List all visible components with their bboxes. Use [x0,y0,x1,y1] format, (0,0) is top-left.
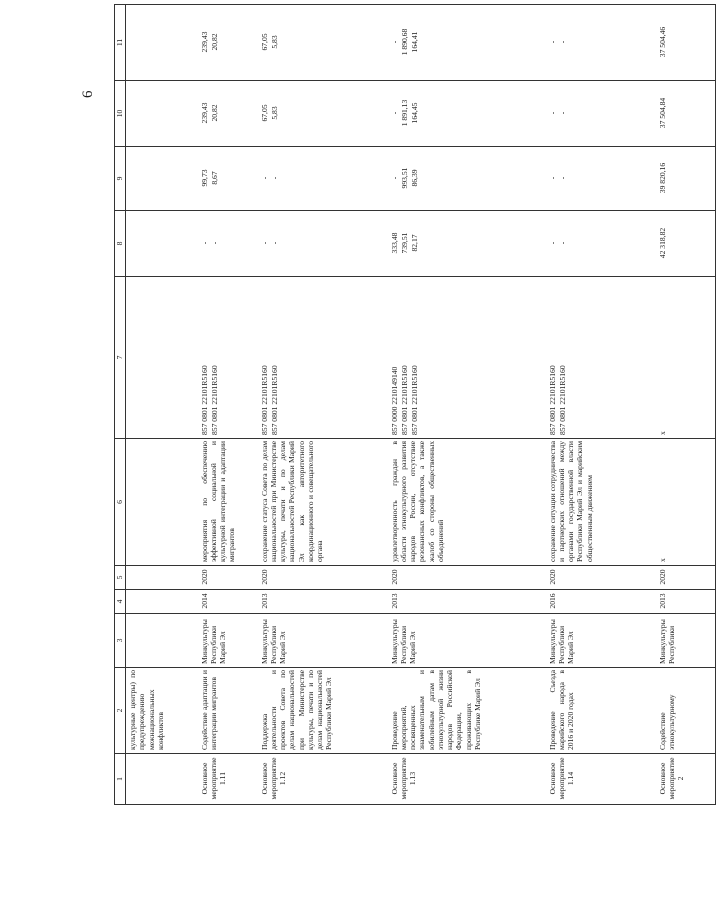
cell-value: 37 504,46 [657,26,667,58]
cell-value: - [547,111,557,115]
cell-value: - [557,176,567,180]
cell-col5: 2020 [656,566,716,590]
cell-value [128,213,138,273]
cell-col10 [258,81,388,147]
cell-value [128,83,138,143]
cell-col8 [126,211,198,277]
cell-value: 857 0801 22101R5160 [557,365,567,435]
cell-value: - [547,176,557,180]
cell-value: 164,41 [409,31,419,53]
cell-col10 [198,81,258,147]
cell-value: х [657,431,667,435]
cell-col7 [126,277,198,439]
cell-value: - [199,241,209,245]
cell-col10 [546,81,656,147]
cell-value [128,149,138,207]
column-header-7: 7 [115,277,126,439]
cell-value: - [269,176,279,180]
header-row [115,5,126,805]
cell-col3: Минкультуры Республики Марий Эл [258,614,388,668]
table-row [126,5,198,805]
cell-value [138,7,148,77]
table-row [656,5,716,805]
cell-value: - [389,111,399,115]
cell-value: 239,43 [199,31,209,53]
cell-value [138,83,148,143]
cell-value: 39 820,16 [657,162,667,194]
cell-value: 67,05 [259,33,269,51]
column-header-1: 1 [115,754,126,805]
cell-value: 857 0801 22101R5160 [209,365,219,435]
cell-col11 [198,5,258,81]
column-header-4: 4 [115,590,126,614]
cell-col2: Содействие этнокультурному [656,668,716,754]
cell-col8 [258,211,388,277]
cell-col8 [198,211,258,277]
cell-col3: Минкультуры Республики Марий Эл [198,614,258,668]
cell-value: 1 890,68 [399,28,409,56]
cell-value: 857 0801 22101R5160 [409,365,419,435]
cell-col9 [656,147,716,211]
column-header-2: 2 [115,668,126,754]
cell-col4: 2013 [388,590,546,614]
cell-col6: сохранение ситуации сотрудничества и партнерских отношений между органами государственной власти Республики Марий Эл и марийским общественным движением [546,439,656,566]
cell-value [138,279,148,435]
cell-col9 [388,147,546,211]
column-header-8: 8 [115,211,126,277]
column-header-11: 11 [115,5,126,81]
cell-col6: х [656,439,716,566]
column-header-5: 5 [115,566,126,590]
cell-value: 5,83 [269,35,279,49]
cell-col11 [126,5,198,81]
cell-col8 [546,211,656,277]
cell-col4: 2013 [656,590,716,614]
cell-col6: сохранение статуса Совета по делам национальностей при Министерстве культуры, печати и по делам национальностей Республики Марий Эл как авторитетного координационного и совещательного органа [258,439,388,566]
cell-col2: Содействие адаптации и интеграции мигрантов [198,668,258,754]
cell-value: 239,43 [199,102,209,124]
cell-value: - [259,241,269,245]
cell-value: 739,51 [399,232,409,254]
cell-col2: Поддержка деятельности и проектов Совета по делам национальностей при Министерстве культуры, печати и по делам национальностей Республики Марий Эл [258,668,388,754]
cell-value: 857 0801 22101R5160 [269,365,279,435]
table-row [258,5,388,805]
cell-col11 [388,5,546,81]
cell-col2: Проведение Съезда марийского народа в 2016 и 2020 годах [546,668,656,754]
cell-col7 [656,277,716,439]
cell-col5: 2020 [258,566,388,590]
cell-col7 [388,277,546,439]
cell-value: 67,05 [259,104,269,122]
cell-col11 [546,5,656,81]
cell-col10 [126,81,198,147]
cell-col4: 2016 [546,590,656,614]
cell-value: 86,39 [409,169,419,187]
cell-col3: Минкультуры Республики [656,614,716,668]
cell-col10 [656,81,716,147]
cell-col10 [388,81,546,147]
cell-value: 164,45 [409,102,419,124]
cell-col11 [656,5,716,81]
cell-col2: культурные центры) по предупреждению межнациональных конфликтов [126,668,198,754]
cell-value: 993,51 [399,167,409,189]
cell-col3 [126,614,198,668]
cell-value [128,279,138,435]
cell-col9 [546,147,656,211]
cell-value: - [557,40,567,44]
cell-col1: Основное мероприятие 1.14 [546,754,656,805]
cell-value: 857 0801 22101R5160 [399,365,409,435]
page-number: 6 [80,90,96,98]
cell-value: 857 0801 22101R5160 [259,365,269,435]
cell-col1 [126,754,198,805]
cell-value: 42 318,82 [657,227,667,259]
cell-col1: Основное мероприятие 2 [656,754,716,805]
cell-col4 [126,590,198,614]
cell-col9 [198,147,258,211]
cell-col9 [258,147,388,211]
cell-value: - [209,241,219,245]
cell-col1: Основное мероприятие 1.13 [388,754,546,805]
cell-col7 [198,277,258,439]
cell-value: 5,83 [269,106,279,120]
cell-value [138,213,148,273]
cell-col4: 2014 [198,590,258,614]
cell-value: - [547,241,557,245]
cell-value: 1 891,13 [399,99,409,127]
cell-value: 857 0801 22101R5160 [547,365,557,435]
cell-value: 8,67 [209,171,219,185]
cell-col2: Проведение мероприятий, посвященных знаменательным и юбилейным датам в этнокультурной жизни народов Российской Федерации, проживающих в Республике Марий Эл [388,668,546,754]
cell-col11 [258,5,388,81]
cell-value: - [557,241,567,245]
cell-col6: удовлетворенность граждан в области этнокультурного развития народов России, отсутствие резонансных конфликтов, а также жалоб со стороны общественных объединений [388,439,546,566]
cell-col4: 2013 [258,590,388,614]
cell-value: - [389,40,399,44]
cell-col3: Минкультуры Республики Марий Эл [546,614,656,668]
cell-value: 20,82 [209,33,219,51]
cell-col9 [126,147,198,211]
column-header-9: 9 [115,147,126,211]
cell-col1: Основное мероприятие 1.12 [258,754,388,805]
cell-value: 857 0000 2210149140 [389,366,399,435]
cell-value [128,7,138,77]
cell-col7 [546,277,656,439]
cell-col1: Основное мероприятие 1.11 [198,754,258,805]
cell-value: 333,48 [389,232,399,254]
program-table [114,4,716,805]
cell-value: - [547,40,557,44]
table-row [388,5,546,805]
cell-col5 [126,566,198,590]
cell-value: 82,17 [409,234,419,252]
cell-value: 20,82 [209,104,219,122]
cell-value: - [259,176,269,180]
cell-value: 857 0801 22101R5160 [199,365,209,435]
cell-col6: мероприятия по обеспечению эффективной социальной и культурной интеграции и адаптации мигрантов [198,439,258,566]
cell-col5: 2020 [388,566,546,590]
cell-col3: Минкультуры Республики Марий Эл [388,614,546,668]
column-header-10: 10 [115,81,126,147]
cell-col8 [388,211,546,277]
cell-col7 [258,277,388,439]
column-header-3: 3 [115,614,126,668]
cell-value: 37 504,84 [657,97,667,129]
cell-value: - [557,111,567,115]
cell-col8 [656,211,716,277]
cell-col6 [126,439,198,566]
cell-value: - [389,176,399,180]
cell-col5: 2020 [546,566,656,590]
cell-value [138,149,148,207]
column-header-6: 6 [115,439,126,566]
table-row [546,5,656,805]
cell-value: - [269,241,279,245]
cell-col5: 2020 [198,566,258,590]
table-row [198,5,258,805]
cell-value: 99,73 [199,169,209,187]
